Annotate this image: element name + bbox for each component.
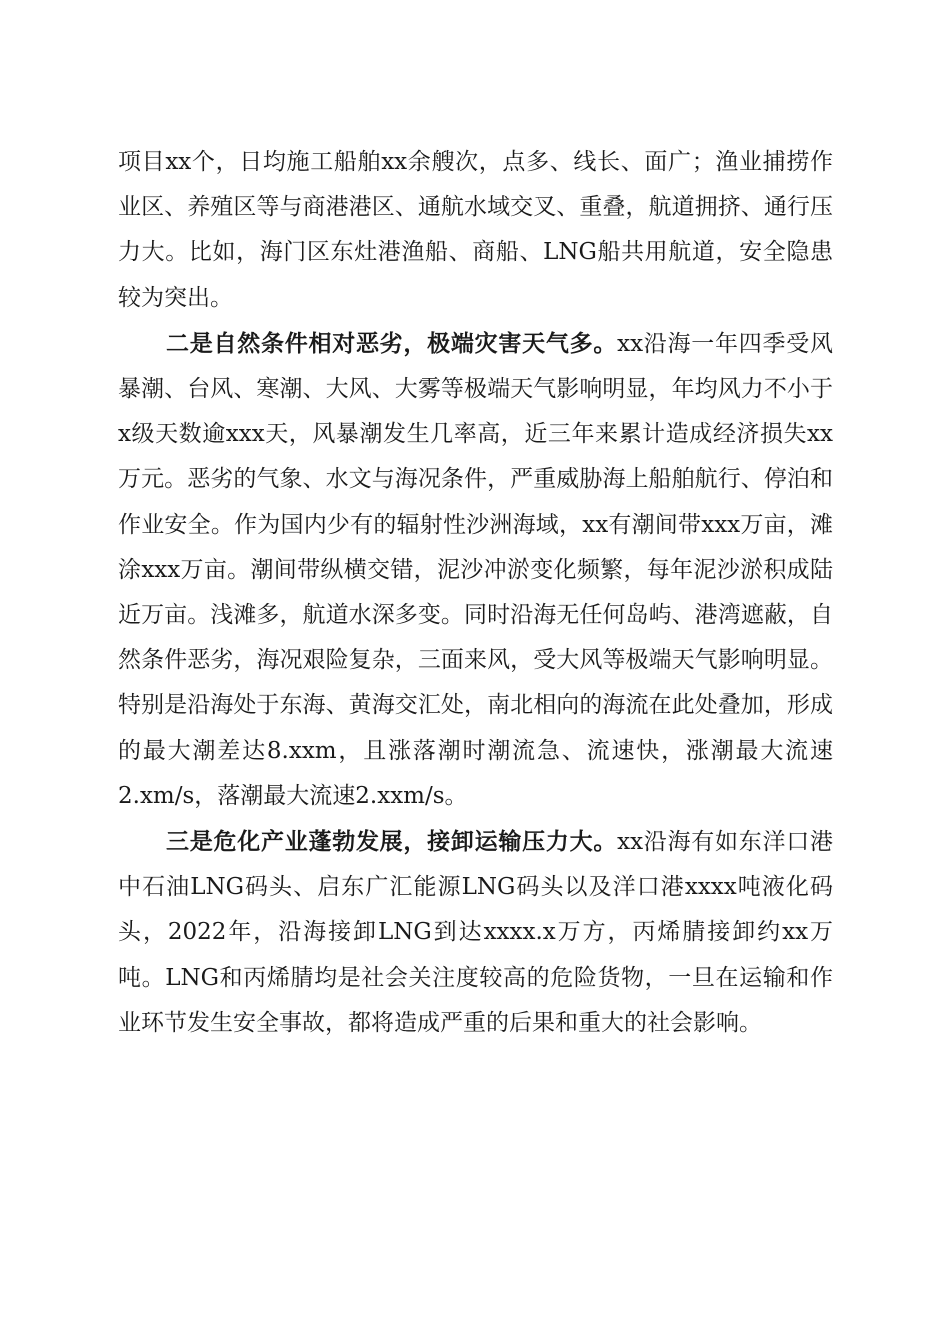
paragraph-text: xx沿海一年四季受风暴潮、台风、寒潮、大风、大雾等极端天气影响明显，年均风力不小于x级天数逾xxx天，风暴潮发生几率高，近三年来累计造成经济损失xx万元。恶劣的气象、水文与海况条件，严重威胁海上船舶航行、停泊和作业安全。作为国内少有的辐射性沙洲海域，xx有潮间带xxx万亩，滩涂xxx万亩。潮间带纵横交错，泥沙冲淤变化频繁，每年泥沙淤积成陆近万亩。浅滩多，航道水深多变。同时沿海无任何岛屿、港湾遮蔽，自然条件恶劣，海况艰险复杂，三面来风，受大风等极端天气影响明显。特别是沿海处于东海、黄海交汇处，南北相向的海流在此处叠加，形成的最大潮差达8.xxm，且涨落潮时潮流急、流速快，涨潮最大流速2.xm/s，落潮最大流速2.xxm/s。 [118, 330, 833, 809]
paragraph-heading: 三是危化产业蓬勃发展，接卸运输压力大。 [166, 828, 618, 856]
paragraph-natural-conditions [118, 321, 833, 819]
paragraph-continuation [118, 140, 833, 321]
paragraph-heading: 二是自然条件相对恶劣，极端灾害天气多。 [166, 329, 618, 357]
document-body [118, 140, 833, 1046]
paragraph-hazardous-industry [118, 819, 833, 1046]
paragraph-text: 项目xx个，日均施工船舶xx余艘次，点多、线长、面广；渔业捕捞作业区、养殖区等与商港港区、通航水域交叉、重叠，航道拥挤、通行压力大。比如，海门区东灶港渔船、商船、LNG船共用航道，安全隐患较为突出。 [118, 149, 833, 311]
paragraph-text: xx沿海有如东洋口港中石油LNG码头、启东广汇能源LNG码头以及洋口港xxxx吨液化码头，2022年，沿海接卸LNG到达xxxx.x万方，丙烯腈接卸约xx万吨。LNG和丙烯腈均是社会关注度较高的危险货物，一旦在运输和作业环节发生安全事故，都将造成严重的后果和重大的社会影响。 [118, 829, 833, 1036]
